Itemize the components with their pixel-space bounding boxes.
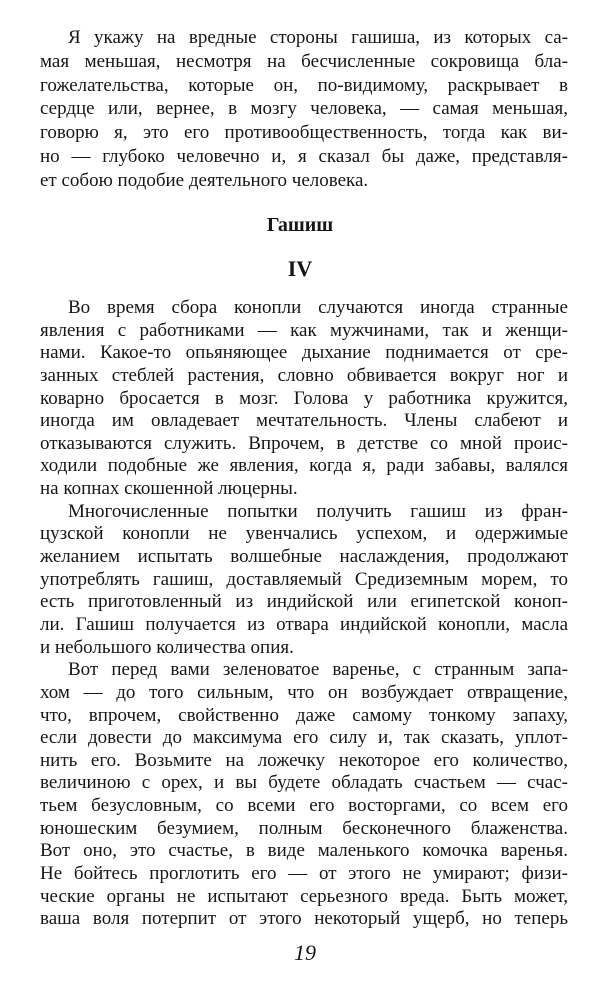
text-line: цузской конопли не увенчались успехом, и одержимые [40, 523, 568, 545]
text-line: Вот оно, это счастье, в виде маленького комочка варенья. [40, 840, 568, 862]
text-line: нами. Какое-то опьяняющее дыхание поднимается от сре- [40, 342, 568, 364]
text-line: но — глубоко человечно и, я сказал бы даже, представля- [40, 145, 568, 167]
chapter-number: IV [287, 256, 313, 281]
text-line: отказываются служить. Впрочем, в детстве со мной проис- [40, 432, 568, 454]
text-line: если довести до максимума его силу и, так сказать, уплот- [40, 727, 568, 749]
text-line: ходили подобные же явления, когда я, ради забавы, валялся [40, 455, 568, 477]
text-line: мая меньшая, несмотря на бесчисленные сокровища бла- [40, 50, 568, 72]
text-line: что, впрочем, свойственно даже самому тонкому запаху, [40, 704, 568, 726]
text-line: тьем безусловным, со всеми его восторгами, со всем его [40, 795, 568, 817]
text-line: Во время сбора конопли случаются иногда странные [68, 297, 568, 318]
paragraph [40, 26, 568, 193]
text-line: говорю я, это его противообщественность, тогда как ви- [40, 122, 568, 144]
text-line: гожелательства, которые он, по-видимому, раскрывает в [40, 74, 568, 96]
text-line: ческие органы не испытают серьезного вреда. Быть может, [40, 885, 568, 907]
text-line: явления с работниками — как мужчинами, так и женщи- [40, 319, 568, 341]
text-line: и небольшого количества опия. [40, 636, 294, 658]
text-line: юношеским безумием, полным бесконечного блаженства. [40, 817, 568, 839]
opening-paragraphs [40, 26, 568, 193]
paragraph [40, 659, 568, 931]
text-line: хом — до того сильным, что он возбуждает отвращение, [40, 681, 568, 703]
text-line: Я укажу на вредные стороны гашиша, из которых са- [68, 27, 568, 48]
text-line: ет собою подобие деятельного человека. [40, 169, 369, 191]
section-title: Гашиш [266, 214, 334, 236]
text-line: Вот перед вами зеленоватое варенье, с странным запа- [68, 659, 568, 681]
text-line: нить его. Возьмите на ложечку некоторое его количество, [40, 749, 568, 771]
page-number: 19 [294, 940, 316, 965]
text-line: употреблять гашиш, доставляемый Средиземным морем, то [40, 568, 568, 590]
text-line: ваша воля потерпит от этого некоторый ущерб, но теперь [40, 908, 568, 930]
text-line: занных стеблей растения, словно обвивается вокруг ног и [40, 364, 568, 386]
text-line: Многочисленные попытки получить гашиш из фран- [68, 500, 568, 522]
paragraph [40, 501, 568, 659]
text-line: желанием испытать волшебные наслаждения, продолжают [40, 546, 568, 568]
text-line: ли. Гашиш получается из отвара индийской конопли, масла [40, 613, 568, 635]
text-line: иногда им овладевает мечтательность. Члены слабеют и [40, 410, 568, 432]
paragraph [40, 297, 568, 501]
text-line: коварно бросается в мозг. Голова у работника кружится, [40, 387, 568, 409]
text-line: Не бойтесь проглотить его — от этого не умирают; физи- [40, 863, 568, 885]
text-line: есть приготовленный из индийской или египетской коноп- [40, 591, 568, 613]
text-line: сердце или, вернее, в мозгу человека, — самая меньшая, [40, 98, 568, 120]
chapter-body [40, 297, 568, 931]
text-line: на копнах скошенной люцерны. [40, 478, 298, 500]
text-line: величиною с орех, и вы будете обладать счастьем — счас- [40, 772, 568, 794]
